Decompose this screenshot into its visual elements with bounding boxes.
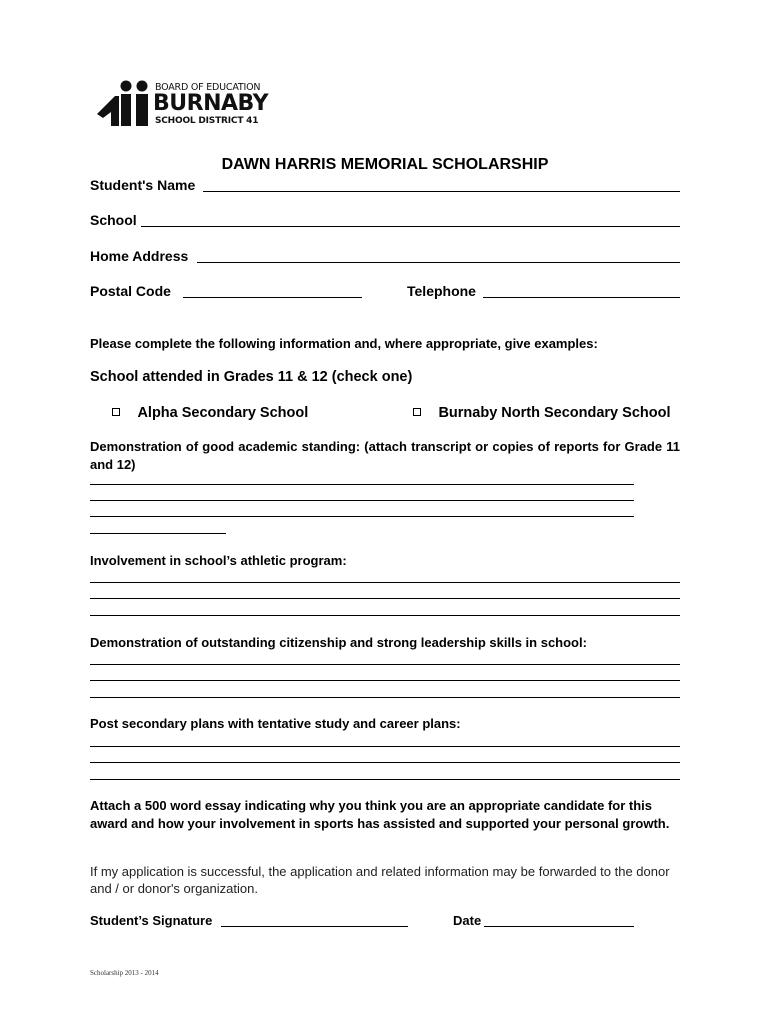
academic-line-2[interactable] (90, 500, 634, 501)
school-input[interactable] (141, 226, 680, 227)
date-label: Date (453, 913, 482, 928)
instructions-text: Please complete the following information and, where appropriate, give examples: (90, 336, 598, 351)
checkbox-icon[interactable] (112, 408, 120, 416)
athletic-line-1[interactable] (90, 582, 680, 583)
academic-line-1[interactable] (90, 484, 634, 485)
telephone-input[interactable] (483, 297, 680, 298)
option-burnaby-north[interactable] (413, 404, 671, 422)
student-name-input[interactable] (203, 191, 680, 192)
consent-text: If my application is successful, the application and related information may be forwarded to the donor and / or donor's organization. (90, 864, 670, 896)
people-icon (95, 80, 157, 128)
academic-heading: Demonstration of good academic standing: (attach transcript or copies of reports for Grade 11 and 12) (90, 439, 680, 472)
grades-heading: School attended in Grades 11 & 12 (check one) (90, 369, 413, 385)
post-secondary-line-2[interactable] (90, 762, 680, 763)
footer-text: Scholarship 2013 - 2014 (90, 969, 159, 977)
citizenship-heading: Demonstration of outstanding citizenship and strong leadership skills in school: (90, 635, 587, 650)
option-alpha-label: Alpha Secondary School (137, 405, 309, 421)
citizenship-line-2[interactable] (90, 680, 680, 681)
home-address-label: Home Address (90, 248, 189, 264)
page-title: DAWN HARRIS MEMORIAL SCHOLARSHIP (221, 156, 549, 173)
post-secondary-line-1[interactable] (90, 746, 680, 747)
academic-line-3[interactable] (90, 516, 634, 517)
athletic-heading: Involvement in school’s athletic program: (90, 553, 347, 568)
citizenship-line-1[interactable] (90, 664, 680, 665)
student-name-label: Student's Name (90, 177, 196, 193)
checkbox-icon[interactable] (413, 408, 421, 416)
logo-board-text: BOARD OF EDUCATION (155, 82, 261, 93)
post-secondary-heading: Post secondary plans with tentative study and career plans: (90, 716, 461, 731)
signature-label: Student’s Signature (90, 913, 213, 928)
essay-instructions: Attach a 500 word essay indicating why you think you are an appropriate candidate for this award and how your involvement in sports has assisted and supported your personal growth. (90, 798, 670, 831)
district-logo (95, 80, 269, 128)
postal-code-input[interactable] (183, 297, 362, 298)
academic-line-4[interactable] (90, 533, 226, 534)
athletic-line-3[interactable] (90, 615, 680, 616)
signature-input[interactable] (221, 926, 408, 927)
citizenship-line-3[interactable] (90, 697, 680, 698)
school-label: School (90, 212, 137, 228)
postal-code-label: Postal Code (90, 283, 171, 299)
home-address-input[interactable] (197, 262, 680, 263)
athletic-line-2[interactable] (90, 598, 680, 599)
post-secondary-line-3[interactable] (90, 779, 680, 780)
logo-district-text: SCHOOL DISTRICT 41 (155, 116, 259, 126)
logo-burnaby-text: BURNABY (153, 91, 269, 116)
date-input[interactable] (484, 926, 634, 927)
option-burnaby-north-label: Burnaby North Secondary School (438, 405, 671, 421)
option-alpha[interactable] (112, 404, 308, 422)
telephone-label: Telephone (407, 283, 476, 299)
